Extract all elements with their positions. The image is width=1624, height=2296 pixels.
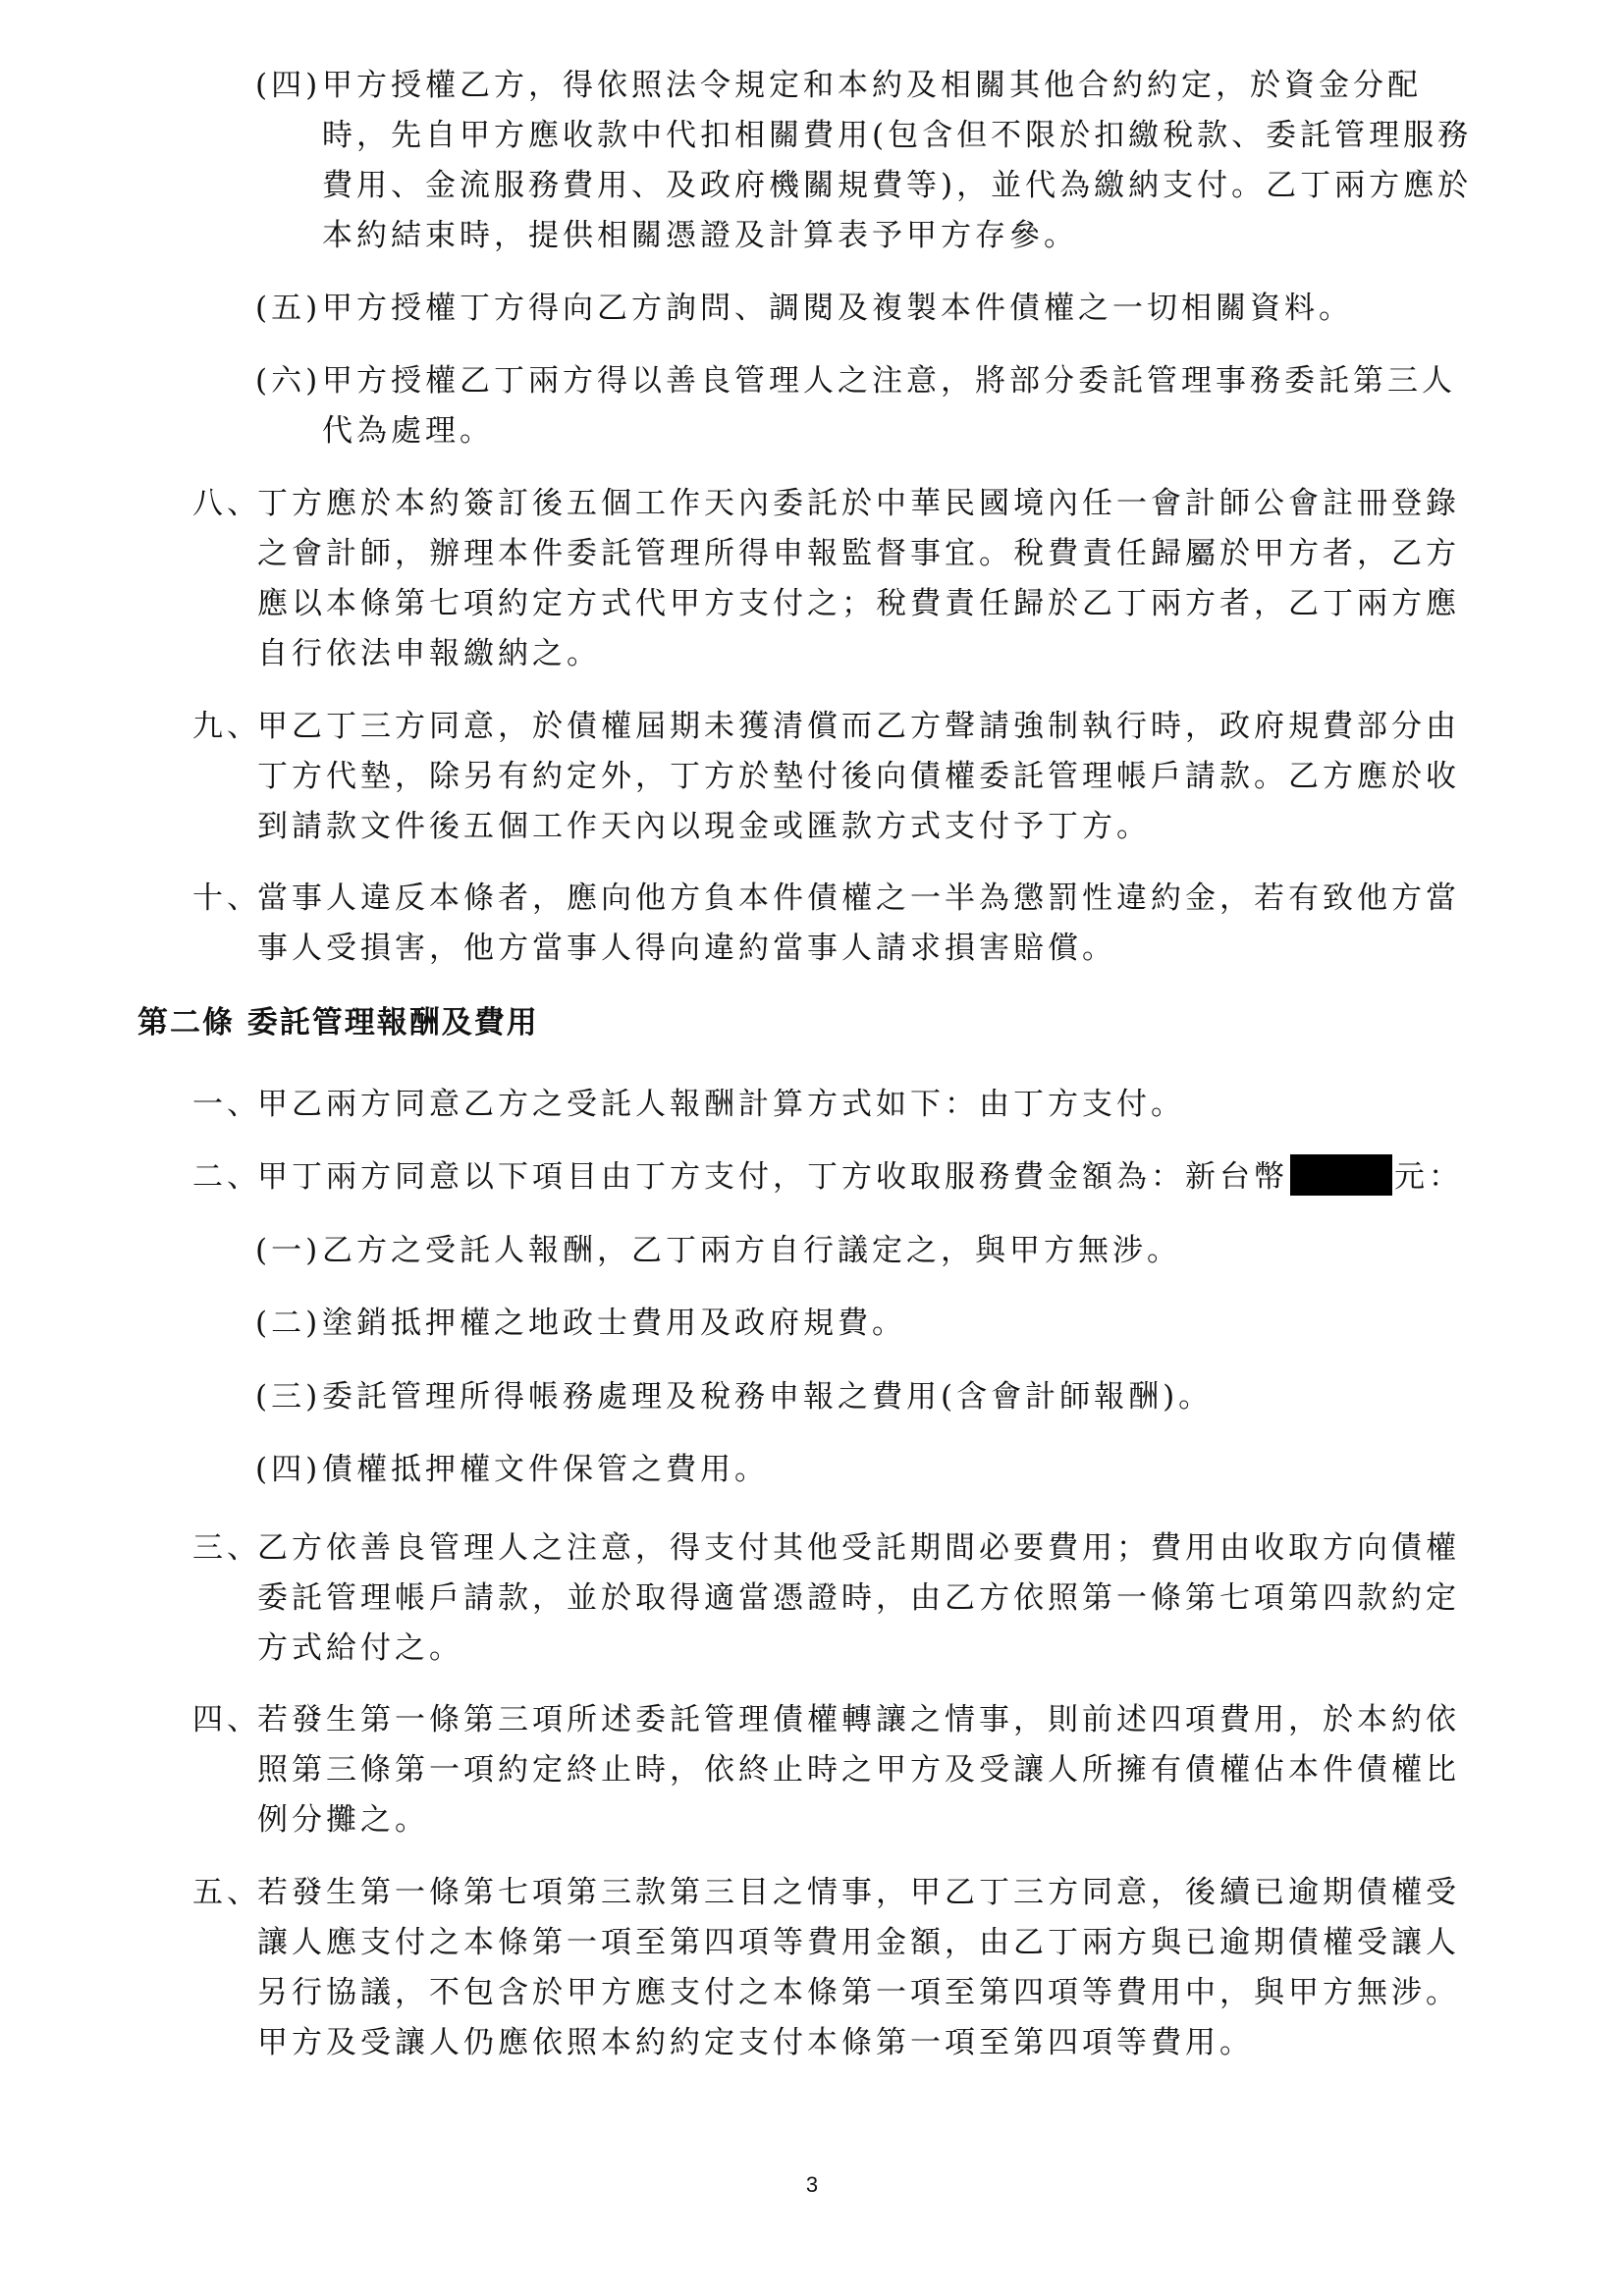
clause-text-block: 丁方應於本約簽訂後五個工作天內委託於中華民國境內任一會計師公會註冊登錄之會計師，辦理本件委託管理所得申報監督事宜。稅費責任歸屬於甲方者，乙方應以本條第七項約定方式代甲方支付之；稅費責任歸於乙丁兩方者，乙丁兩方應自行依法申報繳納之。 bbox=[257, 486, 1460, 671]
clause-marker: 三、 bbox=[192, 1530, 261, 1566]
page-number: 3 bbox=[805, 2172, 819, 2197]
clause-marker: 五、 bbox=[192, 1875, 261, 1910]
subitem-marker: (二) bbox=[255, 1306, 322, 1341]
clause-text-block: 甲乙兩方同意乙方之受託人報酬計算方式如下：由丁方支付。 bbox=[257, 1087, 1185, 1122]
clause-marker: 八、 bbox=[192, 486, 261, 521]
clause-marker: 四、 bbox=[192, 1702, 261, 1737]
clause-marker: 九、 bbox=[192, 709, 261, 744]
fee-text-after: 元： bbox=[1394, 1159, 1463, 1195]
article-heading: 第二條 委託管理報酬及費用 bbox=[137, 1005, 539, 1041]
subitem-text: 乙方之受託人報酬，乙丁兩方自行議定之，與甲方無涉。 bbox=[322, 1233, 1181, 1268]
clause-text-block: 若發生第一條第七項第三款第三目之情事，甲乙丁三方同意，後續已逾期債權受讓人應支付之本條第一項至第四項等費用金額，由乙丁兩方與已逾期債權受讓人另行協議，不包含於甲方應支付之本條第一項至第四項等費用中，與甲方無涉。甲方及受讓人仍應依照本約約定支付本條第一項至第四項等費用。 bbox=[257, 1875, 1460, 2060]
redacted-amount bbox=[1290, 1154, 1392, 1196]
clause-marker: 一、 bbox=[192, 1087, 261, 1122]
clause-marker: (五) bbox=[255, 291, 322, 326]
clause-marker: (四) bbox=[255, 68, 322, 103]
clause-text-block bbox=[257, 1152, 1485, 1202]
clause-marker: (六) bbox=[255, 363, 322, 399]
clause-text-block: 甲方授權乙方，得依照法令規定和本約及相關其他合約約定，於資金分配時，先自甲方應收款中代扣相關費用(包含但不限於扣繳稅款、委託管理服務費用、金流服務費用、及政府機關規費等)，並代為繳納支付。乙丁兩方應於本約結束時，提供相關憑證及計算表予甲方存參。 bbox=[322, 68, 1473, 253]
clause-text-block: 甲乙丁三方同意，於債權屆期未獲清償而乙方聲請強制執行時，政府規費部分由丁方代墊，除另有約定外，丁方於墊付後向債權委託管理帳戶請款。乙方應於收到請款文件後五個工作天內以現金或匯款方式支付予丁方。 bbox=[257, 709, 1460, 844]
subitem-text: 債權抵押權文件保管之費用。 bbox=[322, 1452, 769, 1487]
clause-text-block: 甲方授權乙丁兩方得以善良管理人之注意，將部分委託管理事務委託第三人代為處理。 bbox=[322, 363, 1456, 449]
clause-text-block: 甲方授權丁方得向乙方詢問、調閱及複製本件債權之一切相關資料。 bbox=[322, 291, 1353, 326]
subitem-text: 塗銷抵押權之地政士費用及政府規費。 bbox=[322, 1306, 906, 1341]
clause-text-block: 若發生第一條第三項所述委託管理債權轉讓之情事，則前述四項費用，於本約依照第三條第一項約定終止時，依終止時之甲方及受讓人所擁有債權佔本件債權比例分攤之。 bbox=[257, 1702, 1460, 1838]
clause-marker: 十、 bbox=[192, 881, 261, 916]
clause-text-block: 當事人違反本條者，應向他方負本件債權之一半為懲罰性違約金，若有致他方當事人受損害，他方當事人得向違約當事人請求損害賠償。 bbox=[257, 881, 1460, 966]
subitem-text: 委託管理所得帳務處理及稅務申報之費用(含會計師報酬)。 bbox=[322, 1379, 1214, 1415]
subitem-marker: (三) bbox=[255, 1379, 322, 1415]
clause-text-block: 乙方依善良管理人之注意，得支付其他受託期間必要費用；費用由收取方向債權委託管理帳戶請款，並於取得適當憑證時，由乙方依照第一條第七項第四款約定方式給付之。 bbox=[257, 1530, 1460, 1666]
subitem-marker: (一) bbox=[255, 1233, 322, 1268]
fee-text-before: 甲丁兩方同意以下項目由丁方支付，丁方收取服務費金額為：新台幣 bbox=[257, 1159, 1288, 1195]
subitem-marker: (四) bbox=[255, 1452, 322, 1487]
clause-marker: 二、 bbox=[192, 1159, 261, 1195]
